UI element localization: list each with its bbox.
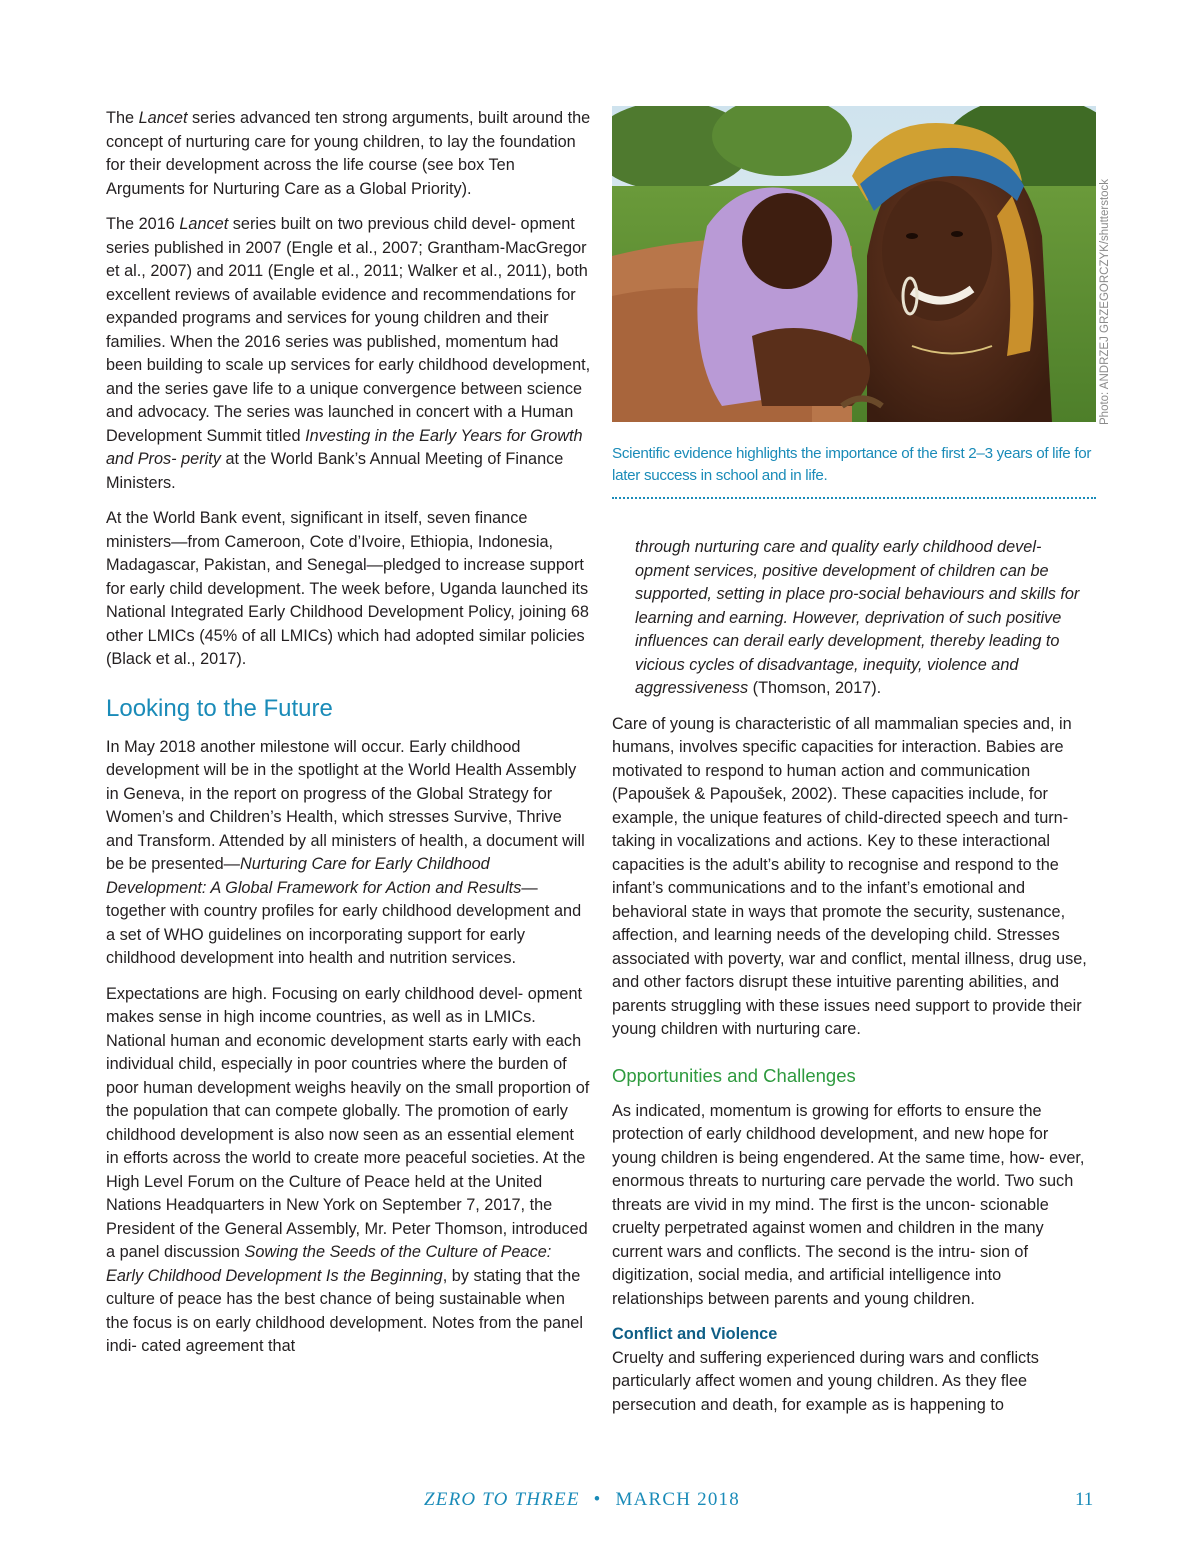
- left-column: [106, 107, 591, 1371]
- paragraph-care-of-young: Care of young is characteristic of all mammalian species and, in humans, involves specific capacities for interaction. Babies are motivated to respond to human action and communication (Papoušek & Papoušek, 2002). These capacities include, for example, the unique features of child-directed speech and turn-taking in vocalizations and actions. Key to these interactional capacities is the adult’s ability to recognise and respond to the infant’s communications and to the infant’s emotional and behavioral state in ways that promote the security, sustenance, affection, and learning needs of the developing child. Stresses associated with poverty, war and conflict, mental illness, drug use, and other factors disrupt these intuitive parenting abilities, and parents struggling with these issues need support to provide their young children with nurturing care.: [612, 714, 1087, 1038]
- paragraph-expectations-high: Expectations are high. Focusing on early childhood devel- opment makes sense in high income countries, as well as in LMICs. National human and economic development starts early with each individual child, especially in poor countries where the burden of poor human development weighs heavily on the small proportion of the population that can compete globally. The promotion of early childhood development is also now seen as an essential element in efforts across the world to create more peaceful societies. At the High Level Forum on the Culture of Peace held at the United Nations Headquarters in New York on September 7, 2017, the President of the General Assembly, Mr. Peter Thomson, introduced a panel discussion Sowing the Seeds of the Culture of Peace: Early Childhood Development Is the Beginning, by stating that the culture of peace has the best chance of being sustainable when the focus is on early childhood development. Notes from the panel indi- cated agreement that: [106, 984, 590, 1355]
- paragraph-lancet-2016-series: The 2016 Lancet series built on two previous child devel- opment series published in 2007 (Engle et al., 2007; Grantham-MacGregor et al., 2007) and 2011 (Engle et al., 2011; Walker et al., 2011), both excellent reviews of available evidence and recommendations for expanded programs and services for young children and their families. When the 2016 series was published, momentum had been building to scale up services for early childhood development, and the series gave life to a unique convergence between science and advocacy. The series was launched in concert with a Human Development Summit titled Investing in the Early Years for Growth and Pros- perity at the World Bank’s Annual Meeting of Finance Ministers.: [106, 215, 591, 492]
- section-heading-opportunities-and-challenges: Opportunities and Challenges: [612, 1064, 856, 1086]
- issue-date: MARCH 2018: [615, 1489, 740, 1510]
- page-footer: [0, 1489, 1200, 1519]
- paragraph-may-2018-milestone: In May 2018 another milestone will occur. Early childhood development will be in the spotlight at the World Health Assembly in Geneva, in the report on progress of the Global Strategy for Women’s and Children’s Health, which stresses Survive, Thrive and Transform. Attended by all ministers of health, a document will be be presented—Nurturing Care for Early Childhood Development: A Global Framework for Action and Results—together with country profiles for early childhood development and a set of WHO guidelines on incorporating support for early childhood development into health and nutrition services.: [106, 737, 585, 967]
- paragraph-momentum-growing: As indicated, momentum is growing for efforts to ensure the protection of early childhood development, and new hope for young children is being engendered. At the same time, how- ever, enormous threats to nurturing care pervade the world. Two such threats are vivid in my mind. The first is the uncon- scionable cruelty perpetrated against women and children in the many current wars and conflicts. The second is the intru- sion of digitization, social media, and artificial intelligence into relationships between parents and young children.: [612, 1101, 1085, 1308]
- paragraph-cruelty-and-suffering: Cruelty and suffering experienced during wars and conflicts particularly affect women and young children. As they flee persecution and death, for example as is happening to: [612, 1348, 1039, 1414]
- footer-publication-line: [424, 1489, 740, 1511]
- publication-name: ZERO TO THREE: [424, 1489, 580, 1510]
- photo-caption: Scientific evidence highlights the importance of the first 2–3 years of life for later success in school and in life.: [612, 445, 1092, 484]
- section-heading-looking-to-the-future: Looking to the Future: [106, 694, 333, 722]
- paragraph-lancet-arguments: The Lancet series advanced ten strong arguments, built around the concept of nurturing care for young children, to lay the foundation for their development across the life course (see box Ten Arguments for Nurturing Care as a Global Priority).: [106, 109, 591, 198]
- subheading-conflict-and-violence: Conflict and Violence: [612, 1325, 778, 1343]
- page-number: 11: [1075, 1489, 1094, 1510]
- right-column: [612, 536, 1095, 1429]
- block-quote-thomson: through nurturing care and quality early childhood devel- opment services, positive development of children can be supported, setting in place pro-social behaviours and skills for learning and earning. However, deprivation of such positive influences can derail early development, thereby leading to vicious cycles of disadvantage, inequity, violence and aggressiveness (Thomson, 2017).: [635, 538, 1080, 697]
- paragraph-world-bank-event: At the World Bank event, significant in itself, seven finance ministers—from Cameroon, Cote d’Ivoire, Ethiopia, Indonesia, Madagascar, Pakistan, and Senegal—pledged to increase support for early child development. The week before, Uganda launched its National Integrated Early Childhood Development Policy, joining 68 other LMICs (45% of all LMICs) which had adopted similar policies (Black et al., 2017).: [106, 509, 589, 668]
- caption-divider: [612, 497, 1096, 499]
- photo-illustration: [612, 106, 1096, 422]
- footer-separator: •: [593, 1489, 602, 1510]
- photo-mother-and-baby: [612, 106, 1096, 422]
- photo-credit: Photo: ANDRZEJ GRZEGORCZYK/shutterstock: [1099, 178, 1111, 425]
